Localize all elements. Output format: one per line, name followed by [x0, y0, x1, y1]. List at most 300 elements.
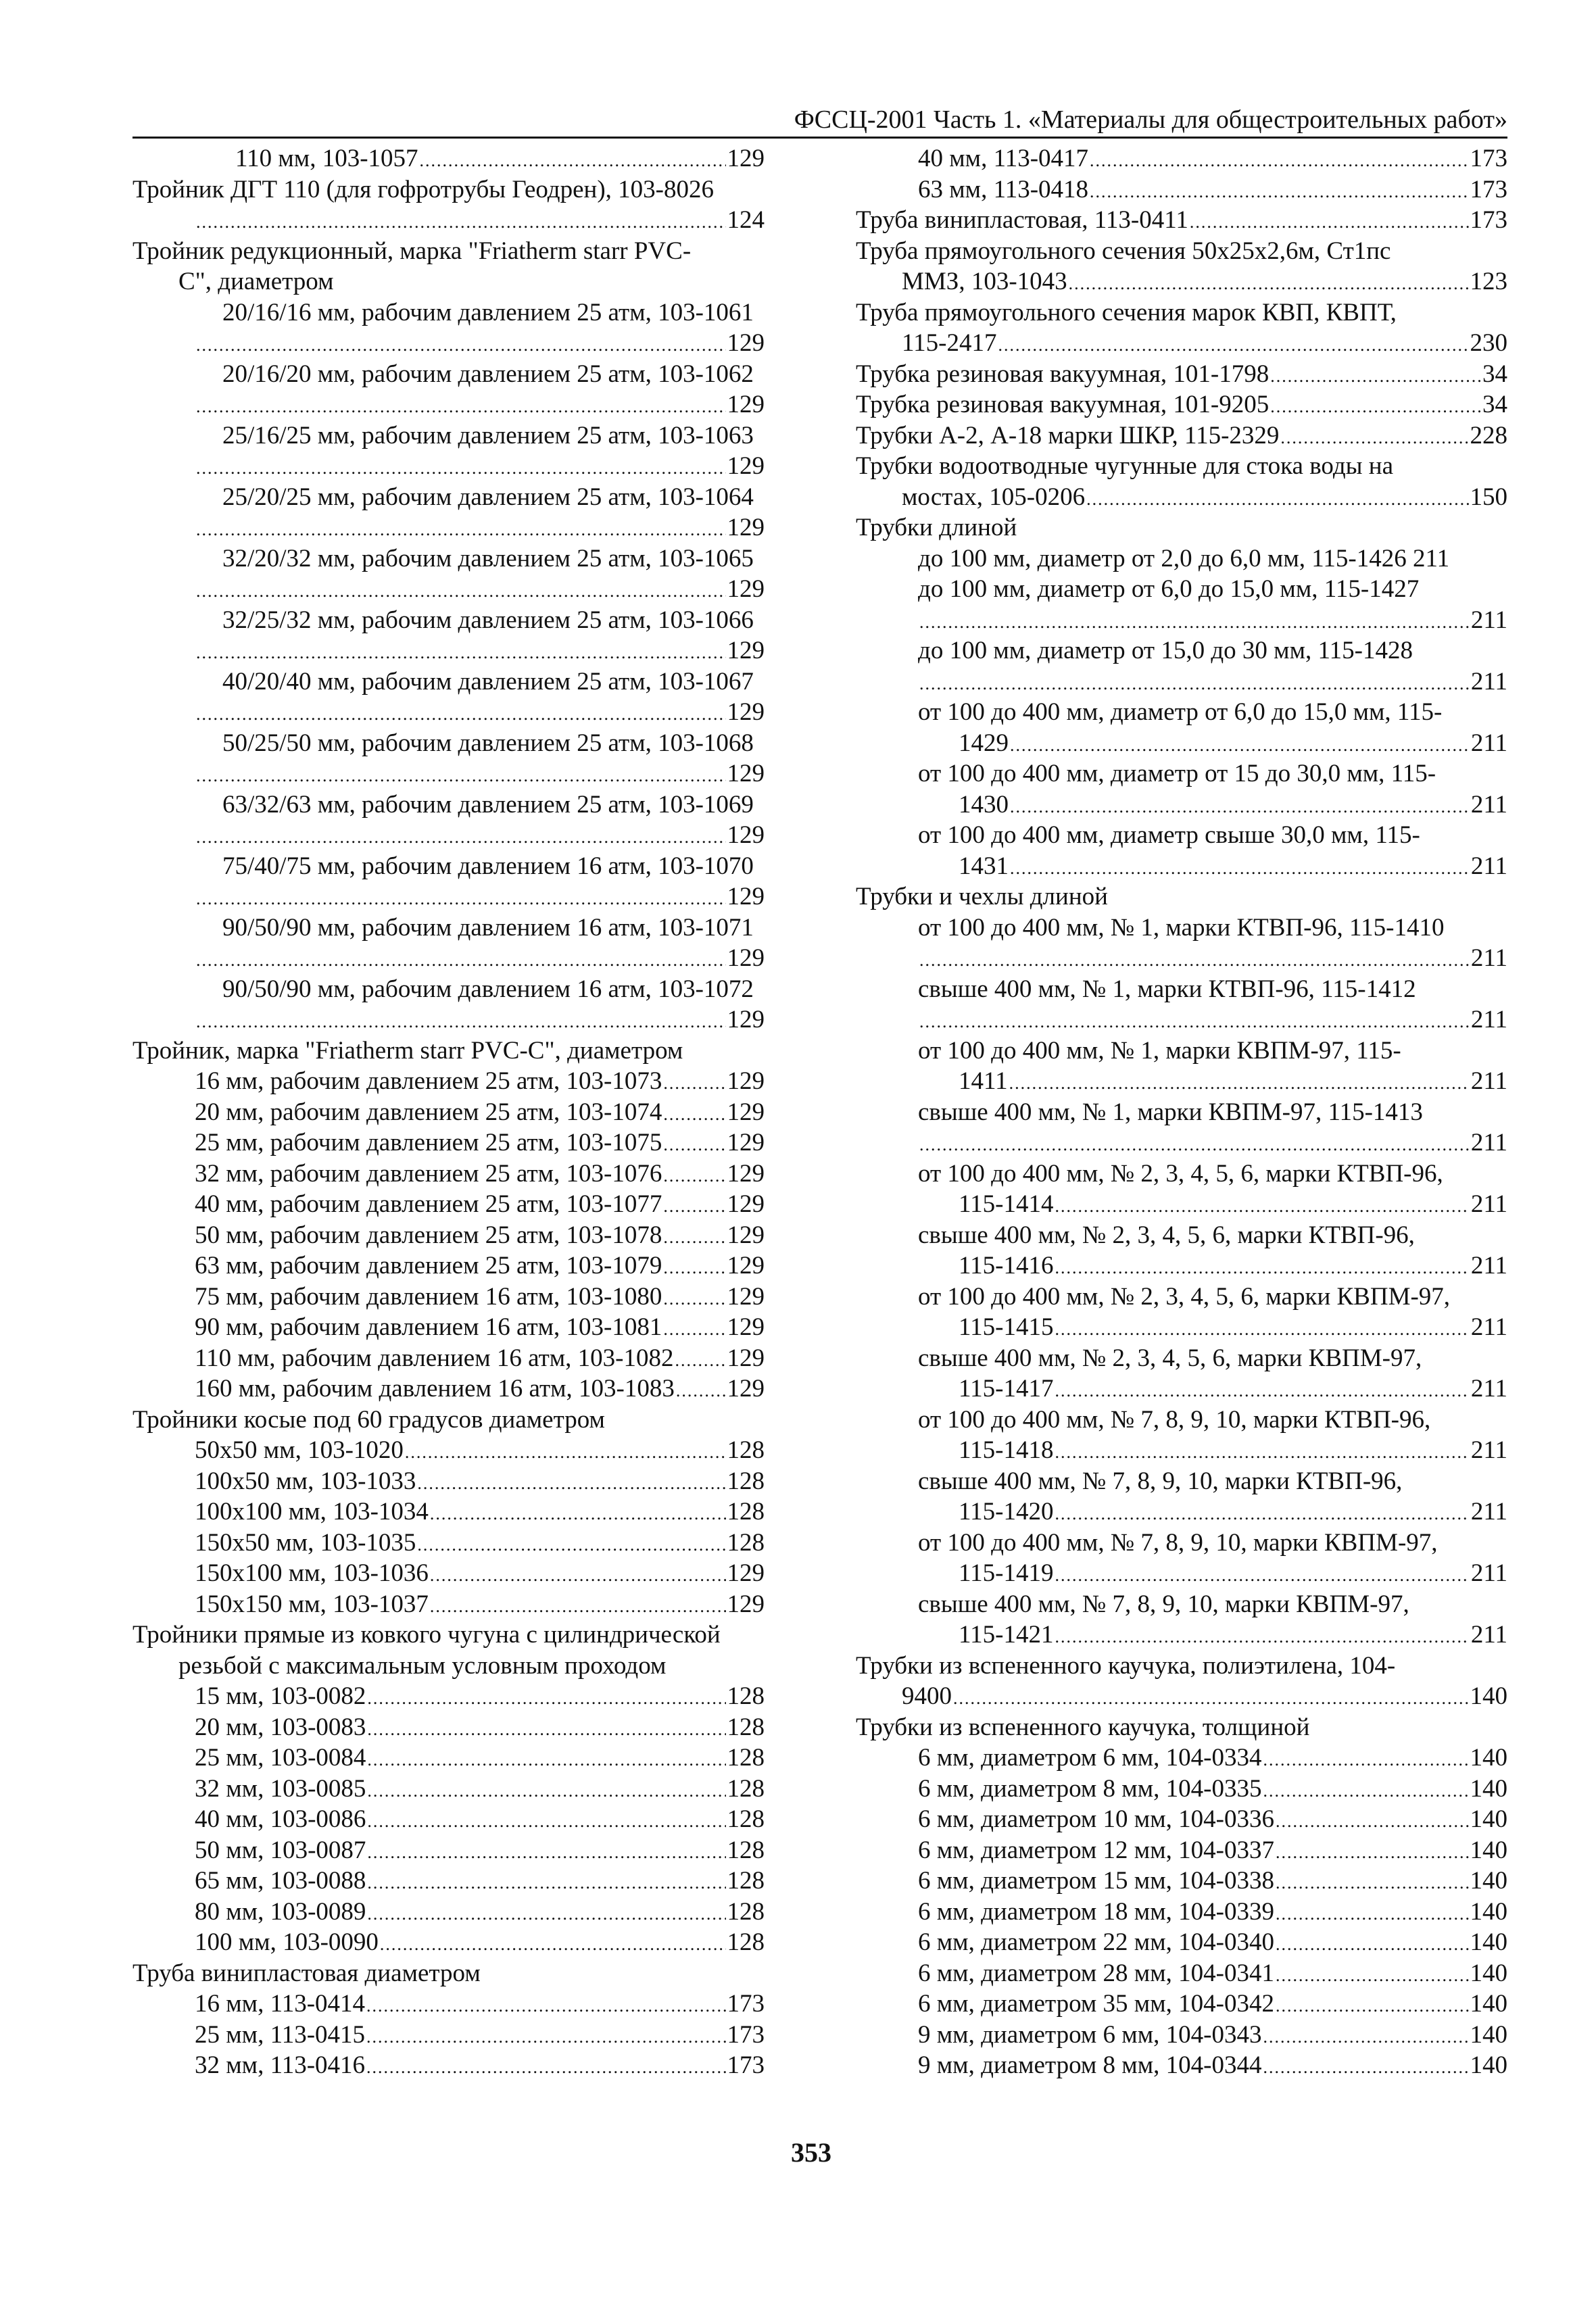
index-entry: [132, 1435, 765, 1466]
index-entry: [856, 1774, 1507, 1805]
index-entry-text: 9 мм, диаметром 8 мм, 104-0344: [918, 2051, 1262, 2079]
index-entry-text: 20/16/20 мм, рабочим давлением 25 атм, 103-1062: [222, 360, 754, 388]
index-entry-page: 129: [727, 1098, 765, 1126]
index-entry: [132, 1958, 765, 1989]
index-entry: [856, 143, 1507, 174]
index-entry: [856, 1189, 1507, 1220]
index-entry-text: 110 мм, рабочим давлением 16 атм, 103-1082: [195, 1344, 674, 1372]
index-entry-page: 128: [727, 1467, 765, 1495]
index-entry-text: 50x50 мм, 103-1020: [195, 1436, 404, 1464]
index-entry: [132, 758, 765, 789]
index-entry: [856, 1373, 1507, 1405]
index-entry-page: 128: [727, 1498, 765, 1526]
index-entry: [132, 451, 765, 482]
index-entry: [856, 1035, 1507, 1067]
index-entry-page: 129: [727, 1067, 765, 1095]
index-entry: [132, 1220, 765, 1251]
index-entry: [856, 974, 1507, 1005]
index-entry: [132, 635, 765, 666]
dot-leader: [405, 1437, 726, 1466]
index-entry-page: 140: [1470, 1959, 1507, 1987]
index-entry-text: 40 мм, 103-0086: [195, 1805, 366, 1833]
index-entry-text: 110 мм, 103-1057: [235, 145, 418, 172]
index-entry: [132, 1343, 765, 1374]
index-entry: [132, 1558, 765, 1589]
index-entry-text: от 100 до 400 мм, диаметр от 15 до 30,0 мм, 115-: [918, 760, 1436, 787]
index-entry-page: 129: [727, 760, 765, 787]
index-entry: [132, 1097, 765, 1128]
index-entry: [856, 451, 1507, 482]
dot-leader: [196, 637, 726, 666]
index-entry-page: 211: [1470, 606, 1507, 634]
index-entry-page: 211: [1470, 1621, 1507, 1649]
index-entry-text: 20 мм, 103-0083: [195, 1713, 366, 1741]
index-entry: [132, 1189, 765, 1220]
dot-leader: [1055, 1622, 1469, 1651]
index-entry: [856, 1866, 1507, 1897]
dot-leader: [663, 1252, 725, 1282]
dot-leader: [1276, 1899, 1469, 1928]
dot-leader: [998, 330, 1468, 359]
dot-leader: [430, 1560, 726, 1589]
dot-leader: [430, 1498, 726, 1528]
index-entry: [856, 1835, 1507, 1866]
index-entry-text: 65 мм, 103-0088: [195, 1867, 366, 1895]
dot-leader: [367, 1899, 725, 1928]
index-entry-text: 115-1415: [959, 1313, 1054, 1341]
index-entry-text: 115-1419: [959, 1559, 1054, 1587]
index-entry-page: 129: [727, 575, 765, 603]
index-entry-page: 140: [1470, 1774, 1507, 1803]
index-entry: [132, 512, 765, 543]
index-entry-page: 128: [727, 1774, 765, 1803]
dot-leader: [196, 453, 726, 482]
index-entry-page: 129: [727, 391, 765, 418]
dot-leader: [1276, 1868, 1469, 1897]
index-entry-page: 124: [727, 206, 765, 234]
index-entry-page: 211: [1470, 944, 1507, 972]
dot-leader: [663, 1129, 725, 1159]
index-entry-text: 32 мм, 113-0416: [195, 2051, 366, 2079]
dot-leader: [1190, 207, 1469, 236]
index-entry: [132, 881, 765, 912]
index-entry: [132, 174, 765, 205]
index-entry-text: 6 мм, диаметром 35 мм, 104-0342: [918, 1990, 1274, 2018]
index-entry: [132, 1835, 765, 1866]
index-entry-page: 129: [727, 1313, 765, 1341]
index-entry: [856, 1743, 1507, 1774]
dot-leader: [196, 699, 726, 728]
index-entry-text: 63/32/63 мм, рабочим давлением 25 атм, 103-1069: [222, 790, 754, 819]
index-entry-page: 128: [727, 1682, 765, 1710]
dot-leader: [1055, 1498, 1469, 1528]
index-entry: [856, 1004, 1507, 1035]
index-entry-text: 6 мм, диаметром 22 мм, 104-0340: [918, 1928, 1274, 1956]
index-entry: [132, 666, 765, 698]
index-entry-page: 211: [1470, 1252, 1507, 1280]
index-entry: [132, 1035, 765, 1067]
index-entry: [856, 1282, 1507, 1313]
dot-leader: [663, 1222, 725, 1251]
index-entry: [856, 1989, 1507, 2020]
index-entry-text: 1411: [959, 1067, 1008, 1095]
index-entry-text: Трубки А-2, А-18 марки ШКР, 115-2329: [856, 421, 1280, 449]
index-entry-text: ММЗ, 103-1043: [902, 268, 1067, 295]
index-entry-text: 32/20/32 мм, рабочим давлением 25 атм, 103-1065: [222, 544, 754, 572]
index-entry-text: 1430: [959, 790, 1009, 819]
index-entry-page: 228: [1470, 421, 1507, 449]
index-entry-text: Труба прямоугольного сечения марок КВП, КВПТ,: [856, 298, 1397, 326]
index-entry: [132, 728, 765, 759]
dot-leader: [196, 822, 726, 851]
index-entry-page: 173: [727, 2020, 765, 2049]
dot-leader: [1010, 730, 1470, 759]
index-entry: [132, 328, 765, 359]
index-entry-text: Тройник, марка "Friatherm starr PVC-C", диаметром: [132, 1036, 683, 1065]
index-entry-page: 211: [1470, 1313, 1507, 1341]
dot-leader: [676, 1375, 726, 1405]
dot-leader: [1270, 391, 1481, 420]
index-entry-text: 50 мм, рабочим давлением 25 атм, 103-1078: [195, 1221, 662, 1249]
index-entry-text: 6 мм, диаметром 15 мм, 104-0338: [918, 1867, 1274, 1895]
index-entry-text: 15 мм, 103-0082: [195, 1682, 366, 1710]
dot-leader: [663, 1191, 725, 1220]
dot-leader: [1090, 145, 1468, 174]
index-entry-page: 129: [727, 452, 765, 480]
index-entry: [856, 328, 1507, 359]
index-entry: [856, 635, 1507, 666]
index-entry: [132, 574, 765, 605]
index-entry: [856, 2050, 1507, 2081]
dot-leader: [196, 1006, 726, 1035]
index-entry-page: 129: [727, 514, 765, 541]
dot-leader: [1055, 1437, 1469, 1466]
index-entry-page: 128: [727, 1436, 765, 1464]
index-entry-text: 115-1418: [959, 1436, 1054, 1464]
index-entry-text: 90/50/90 мм, рабочим давлением 16 атм, 103-1071: [222, 913, 754, 942]
index-entry-text: 90 мм, рабочим давлением 16 атм, 103-1081: [195, 1313, 662, 1341]
index-entry-text: от 100 до 400 мм, № 7, 8, 9, 10, марки КТВП-96,: [918, 1405, 1431, 1434]
index-entry: [856, 1220, 1507, 1251]
index-entry-page: 129: [727, 1344, 765, 1372]
index-entry-page: 129: [727, 1252, 765, 1280]
index-entry-text: до 100 мм, диаметр от 2,0 до 6,0 мм, 115-1426 211: [918, 544, 1450, 572]
index-entry: [132, 943, 765, 974]
index-entry-text: 6 мм, диаметром 8 мм, 104-0335: [918, 1774, 1262, 1803]
index-entry: [132, 2050, 765, 2081]
index-entry-text: резьбой с максимальным условным проходом: [178, 1651, 667, 1680]
dot-leader: [663, 1284, 725, 1313]
dot-leader: [196, 945, 726, 974]
index-entry: [132, 266, 765, 297]
dot-leader: [196, 576, 726, 605]
index-entry-text: до 100 мм, диаметр от 15,0 до 30 мм, 115-1428: [918, 637, 1413, 664]
index-entry-page: 173: [727, 2051, 765, 2079]
dot-leader: [196, 883, 726, 912]
index-entry: [132, 1743, 765, 1774]
index-entry: [856, 1405, 1507, 1436]
index-entry: [856, 1589, 1507, 1620]
index-entry: [132, 1804, 765, 1835]
index-entry: [856, 1496, 1507, 1528]
index-entry: [856, 1343, 1507, 1374]
index-entry: [132, 1127, 765, 1159]
dot-leader: [919, 1006, 1470, 1035]
index-entry: [856, 1681, 1507, 1712]
index-entry-text: 25/16/25 мм, рабочим давлением 25 атм, 103-1063: [222, 421, 754, 449]
index-entry-text: 115-1421: [959, 1621, 1054, 1649]
index-entry: [856, 1927, 1507, 1958]
dot-leader: [367, 1806, 725, 1835]
dot-leader: [196, 391, 726, 420]
index-entry-page: 140: [1470, 1836, 1507, 1864]
index-entry: [132, 543, 765, 575]
index-entry-page: 211: [1470, 790, 1507, 819]
index-entry: [856, 482, 1507, 513]
dot-leader: [367, 1837, 725, 1866]
index-entry-page: 129: [727, 944, 765, 972]
index-entry: [856, 697, 1507, 728]
index-entry: [132, 1774, 765, 1805]
index-entry: [132, 789, 765, 821]
index-entry: [132, 1466, 765, 1497]
index-entry-page: 211: [1470, 1498, 1507, 1526]
index-entry: [856, 605, 1507, 636]
dot-leader: [1276, 1960, 1469, 1989]
index-entry: [132, 389, 765, 420]
dot-leader: [1280, 422, 1468, 452]
index-entry: [132, 1373, 765, 1405]
index-entry-page: 129: [727, 1375, 765, 1403]
index-entry: [132, 1927, 765, 1958]
index-entry: [132, 1159, 765, 1190]
dot-leader: [367, 1714, 725, 1743]
index-entry-page: 129: [727, 698, 765, 726]
index-entry: [132, 1282, 765, 1313]
index-entry-page: 211: [1470, 1190, 1507, 1218]
index-entry: [132, 420, 765, 452]
dot-leader: [663, 1099, 725, 1128]
index-entry-text: 63 мм, 113-0418: [918, 175, 1089, 203]
index-entry-text: 90/50/90 мм, рабочим давлением 16 атм, 103-1072: [222, 975, 754, 1003]
index-entry-text: 20/16/16 мм, рабочим давлением 25 атм, 103-1061: [222, 298, 754, 326]
index-entry: [132, 1897, 765, 1928]
index-entry: [132, 697, 765, 728]
index-entry-text: свыше 400 мм, № 1, марки КВПМ-97, 115-1413: [918, 1098, 1423, 1126]
index-entry-text: от 100 до 400 мм, № 2, 3, 4, 5, 6, марки КВПМ-97,: [918, 1282, 1451, 1311]
index-entry: [856, 2020, 1507, 2051]
index-entry: [132, 1619, 765, 1651]
index-entry: [856, 1651, 1507, 1682]
index-entry: [856, 881, 1507, 912]
index-entry-page: 128: [727, 1713, 765, 1741]
index-entry: [132, 912, 765, 944]
index-entry-text: 160 мм, рабочим давлением 16 атм, 103-1083: [195, 1375, 675, 1403]
dot-leader: [1009, 1068, 1470, 1097]
index-entry-text: 6 мм, диаметром 6 мм, 104-0334: [918, 1744, 1262, 1772]
index-entry-page: 211: [1470, 1559, 1507, 1587]
index-entry: [856, 1958, 1507, 1989]
dot-leader: [1276, 1929, 1469, 1958]
index-entry-text: 9 мм, диаметром 6 мм, 104-0343: [918, 2020, 1262, 2049]
index-entry-text: 25 мм, 103-0084: [195, 1744, 366, 1772]
index-entry: [856, 666, 1507, 698]
index-entry: [856, 1619, 1507, 1651]
index-entry: [856, 1159, 1507, 1190]
index-entry: [132, 1066, 765, 1097]
index-entry-page: 128: [727, 1867, 765, 1895]
index-entry-text: свыше 400 мм, № 2, 3, 4, 5, 6, марки КТВП-96,: [918, 1221, 1415, 1249]
dot-leader: [1055, 1560, 1469, 1589]
dot-leader: [663, 1161, 725, 1190]
index-entry-text: 6 мм, диаметром 10 мм, 104-0336: [918, 1805, 1274, 1833]
index-column-left: [132, 143, 765, 2081]
index-entry-page: 140: [1470, 1897, 1507, 1926]
index-entry-text: 150x100 мм, 103-1036: [195, 1559, 429, 1587]
index-entry-text: свыше 400 мм, № 2, 3, 4, 5, 6, марки КВПМ-97,: [918, 1344, 1422, 1372]
index-entry: [856, 1097, 1507, 1128]
dot-leader: [420, 145, 726, 174]
index-entry-page: 211: [1470, 667, 1507, 696]
index-entry-text: от 100 до 400 мм, № 7, 8, 9, 10, марки КВПМ-97,: [918, 1528, 1438, 1557]
dot-leader: [1263, 1776, 1468, 1805]
dot-leader: [430, 1591, 726, 1620]
dot-leader: [366, 2022, 725, 2051]
index-entry: [856, 574, 1507, 605]
index-entry-text: 150x150 мм, 103-1037: [195, 1590, 429, 1618]
index-entry-text: Трубки и чехлы длиной: [856, 883, 1108, 910]
index-entry: [856, 1558, 1507, 1589]
dot-leader: [196, 207, 726, 236]
index-entry-text: 40 мм, рабочим давлением 25 атм, 103-1077: [195, 1190, 662, 1218]
index-entry-page: 128: [727, 1528, 765, 1557]
index-entry: [856, 1312, 1507, 1343]
dot-leader: [1055, 1314, 1469, 1343]
dot-leader: [1090, 176, 1468, 205]
index-entry-text: 32 мм, 103-0085: [195, 1774, 366, 1803]
dot-leader: [675, 1345, 726, 1374]
index-entry: [856, 389, 1507, 420]
index-entry-text: от 100 до 400 мм, № 2, 3, 4, 5, 6, марки КТВП-96,: [918, 1159, 1443, 1188]
index-entry-text: 115-1420: [959, 1498, 1054, 1526]
running-header: ФССЦ-2001 Часть 1. «Материалы для общестроительных работ»: [794, 105, 1507, 134]
index-entry-page: 129: [727, 821, 765, 849]
index-entry-page: 140: [1470, 1682, 1507, 1710]
index-entry-text: от 100 до 400 мм, № 1, марки КТВП-96, 115-1410: [918, 913, 1445, 942]
index-entry-text: 40/20/40 мм, рабочим давлением 25 атм, 103-1067: [222, 667, 754, 696]
index-entry-page: 129: [727, 1190, 765, 1218]
index-entry-text: 40 мм, 113-0417: [918, 145, 1089, 172]
dot-leader: [1010, 791, 1470, 821]
index-entry-text: Трубки из вспененного каучука, полиэтилена, 104-: [856, 1651, 1396, 1680]
index-entry: [132, 605, 765, 636]
index-entry-page: 140: [1470, 1990, 1507, 2018]
index-entry-text: свыше 400 мм, № 1, марки КТВП-96, 115-1412: [918, 975, 1416, 1003]
index-entry-text: 6 мм, диаметром 28 мм, 104-0341: [918, 1959, 1274, 1987]
index-entry-page: 211: [1470, 1129, 1507, 1156]
index-entry-text: 100x100 мм, 103-1034: [195, 1498, 429, 1526]
page-number: 353: [791, 2137, 831, 2168]
dot-leader: [1263, 2022, 1468, 2051]
index-entry-text: Тройники прямые из ковкого чугуна с цилиндрической: [132, 1621, 721, 1649]
index-entry-text: 115-1416: [959, 1252, 1054, 1280]
index-entry-text: 32 мм, рабочим давлением 25 атм, 103-1076: [195, 1159, 662, 1188]
dot-leader: [663, 1314, 725, 1343]
index-entry: [132, 482, 765, 513]
index-entry-page: 129: [727, 1221, 765, 1249]
index-entry: [856, 1712, 1507, 1743]
index-entry-text: 20 мм, рабочим давлением 25 атм, 103-1074: [195, 1098, 662, 1126]
index-entry-page: 128: [727, 1928, 765, 1956]
index-entry: [856, 758, 1507, 789]
index-entry-page: 211: [1470, 1436, 1507, 1464]
index-entry: [856, 266, 1507, 297]
index-entry: [132, 297, 765, 328]
index-entry-page: 140: [1470, 1867, 1507, 1895]
index-entry-text: 6 мм, диаметром 12 мм, 104-0337: [918, 1836, 1274, 1864]
index-entry: [132, 820, 765, 851]
index-entry: [856, 789, 1507, 821]
index-entry-page: 173: [1470, 175, 1507, 203]
index-entry-page: 230: [1470, 329, 1507, 357]
index-entry-page: 34: [1482, 360, 1507, 388]
index-entry-page: 129: [727, 1129, 765, 1156]
dot-leader: [1263, 2052, 1468, 2081]
index-entry: [132, 359, 765, 390]
index-entry-page: 128: [727, 1744, 765, 1772]
index-entry-text: Трубки длиной: [856, 514, 1017, 541]
index-entry-text: 75/40/75 мм, рабочим давлением 16 атм, 103-1070: [222, 852, 754, 880]
index-entry-text: 25 мм, 113-0415: [195, 2020, 366, 2049]
index-entry: [856, 359, 1507, 390]
index-entry-text: 6 мм, диаметром 18 мм, 104-0339: [918, 1897, 1274, 1926]
index-entry-page: 211: [1470, 729, 1507, 757]
index-entry-text: Трубка резиновая вакуумная, 101-9205: [856, 391, 1269, 418]
dot-leader: [1055, 1252, 1469, 1282]
index-entry: [856, 1466, 1507, 1497]
index-entry-page: 34: [1482, 391, 1507, 418]
index-entry-text: 50/25/50 мм, рабочим давлением 25 атм, 103-1068: [222, 729, 754, 757]
index-entry-page: 123: [1470, 268, 1507, 295]
index-entry: [132, 1312, 765, 1343]
index-entry-text: 115-1417: [959, 1375, 1054, 1403]
index-entry-text: 80 мм, 103-0089: [195, 1897, 366, 1926]
index-entry-text: Труба винипластовая диаметром: [132, 1959, 481, 1987]
index-entry: [856, 851, 1507, 882]
index-entry: [856, 1250, 1507, 1282]
index-entry-page: 129: [727, 637, 765, 664]
index-entry-text: 150x50 мм, 103-1035: [195, 1528, 416, 1557]
dot-leader: [1276, 1837, 1469, 1866]
index-entry: [856, 912, 1507, 944]
dot-leader: [196, 330, 726, 359]
dot-leader: [919, 1129, 1470, 1159]
index-entry-page: 150: [1470, 483, 1507, 511]
index-entry-text: 32/25/32 мм, рабочим давлением 25 атм, 103-1066: [222, 606, 754, 634]
dot-leader: [1069, 268, 1469, 297]
dot-leader: [196, 514, 726, 543]
index-entry-text: Тройники косые под 60 градусов диаметром: [132, 1405, 605, 1434]
index-entry-text: 63 мм, рабочим давлением 25 атм, 103-1079: [195, 1252, 662, 1280]
index-entry-page: 129: [727, 1590, 765, 1618]
index-entry-page: 129: [727, 1559, 765, 1587]
index-entry: [132, 1496, 765, 1528]
dot-leader: [417, 1468, 725, 1497]
dot-leader: [417, 1530, 725, 1559]
index-entry: [132, 1651, 765, 1682]
index-entry: [856, 943, 1507, 974]
index-entry-text: свыше 400 мм, № 7, 8, 9, 10, марки КВПМ-97,: [918, 1590, 1409, 1618]
